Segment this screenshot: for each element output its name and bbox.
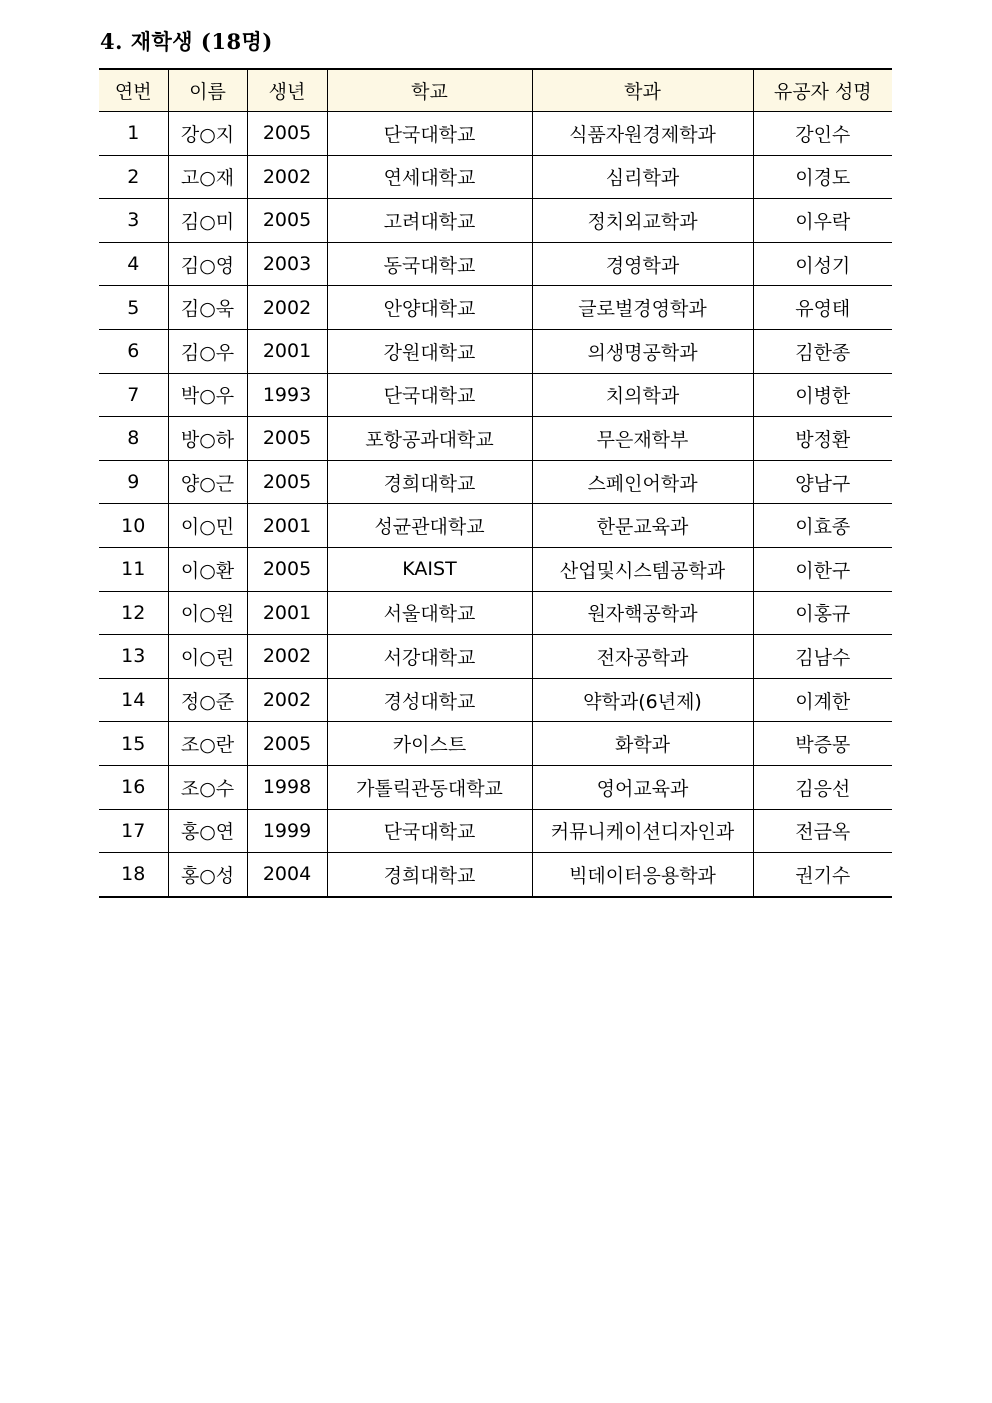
cell-name: 홍○성 bbox=[168, 853, 247, 897]
cell-birth-year: 2005 bbox=[247, 460, 327, 504]
cell-department: 심리학과 bbox=[532, 155, 753, 199]
cell-merit-person: 강인수 bbox=[753, 112, 892, 156]
cell-birth-year: 2004 bbox=[247, 853, 327, 897]
cell-school: 단국대학교 bbox=[327, 373, 532, 417]
cell-school: 고려대학교 bbox=[327, 199, 532, 243]
table-row bbox=[99, 199, 892, 243]
cell-birth-year: 2005 bbox=[247, 722, 327, 766]
cell-department: 원자핵공학과 bbox=[532, 591, 753, 635]
cell-name: 정○준 bbox=[168, 678, 247, 722]
cell-name: 조○수 bbox=[168, 765, 247, 809]
cell-department: 스페인어학과 bbox=[532, 460, 753, 504]
cell-school: 경희대학교 bbox=[327, 460, 532, 504]
cell-no: 6 bbox=[99, 329, 168, 373]
table-row bbox=[99, 635, 892, 679]
cell-no: 10 bbox=[99, 504, 168, 548]
cell-no: 5 bbox=[99, 286, 168, 330]
cell-no: 9 bbox=[99, 460, 168, 504]
cell-school: 연세대학교 bbox=[327, 155, 532, 199]
table-body bbox=[99, 112, 892, 897]
cell-name: 이○린 bbox=[168, 635, 247, 679]
cell-no: 4 bbox=[99, 242, 168, 286]
cell-department: 화학과 bbox=[532, 722, 753, 766]
cell-name: 양○근 bbox=[168, 460, 247, 504]
table-row bbox=[99, 504, 892, 548]
cell-name: 김○영 bbox=[168, 242, 247, 286]
table-row bbox=[99, 809, 892, 853]
cell-no: 12 bbox=[99, 591, 168, 635]
cell-school: 경희대학교 bbox=[327, 853, 532, 897]
section-title: 4. 재학생 (18명) bbox=[100, 29, 273, 54]
header-department: 학과 bbox=[532, 69, 753, 112]
cell-department: 영어교육과 bbox=[532, 765, 753, 809]
cell-birth-year: 2005 bbox=[247, 112, 327, 156]
cell-no: 2 bbox=[99, 155, 168, 199]
cell-school: 안양대학교 bbox=[327, 286, 532, 330]
cell-birth-year: 2002 bbox=[247, 635, 327, 679]
cell-birth-year: 2005 bbox=[247, 547, 327, 591]
table-row bbox=[99, 547, 892, 591]
cell-school: 경성대학교 bbox=[327, 678, 532, 722]
cell-name: 조○란 bbox=[168, 722, 247, 766]
cell-school: 단국대학교 bbox=[327, 112, 532, 156]
cell-name: 박○우 bbox=[168, 373, 247, 417]
cell-birth-year: 2005 bbox=[247, 199, 327, 243]
cell-school: 포항공과대학교 bbox=[327, 417, 532, 461]
cell-name: 이○환 bbox=[168, 547, 247, 591]
cell-department: 의생명공학과 bbox=[532, 329, 753, 373]
cell-department: 무은재학부 bbox=[532, 417, 753, 461]
cell-merit-person: 이계한 bbox=[753, 678, 892, 722]
cell-merit-person: 김남수 bbox=[753, 635, 892, 679]
cell-name: 김○미 bbox=[168, 199, 247, 243]
cell-school: 성균관대학교 bbox=[327, 504, 532, 548]
cell-birth-year: 2001 bbox=[247, 591, 327, 635]
cell-no: 7 bbox=[99, 373, 168, 417]
cell-department: 빅데이터응용학과 bbox=[532, 853, 753, 897]
cell-school: 카이스트 bbox=[327, 722, 532, 766]
cell-school: 서강대학교 bbox=[327, 635, 532, 679]
table-row bbox=[99, 286, 892, 330]
cell-school: 강원대학교 bbox=[327, 329, 532, 373]
cell-department: 한문교육과 bbox=[532, 504, 753, 548]
cell-birth-year: 2002 bbox=[247, 155, 327, 199]
cell-merit-person: 이성기 bbox=[753, 242, 892, 286]
header-name: 이름 bbox=[168, 69, 247, 112]
cell-department: 경영학과 bbox=[532, 242, 753, 286]
cell-merit-person: 양남구 bbox=[753, 460, 892, 504]
header-no: 연번 bbox=[99, 69, 168, 112]
cell-birth-year: 2002 bbox=[247, 678, 327, 722]
cell-no: 3 bbox=[99, 199, 168, 243]
cell-no: 8 bbox=[99, 417, 168, 461]
cell-merit-person: 박증몽 bbox=[753, 722, 892, 766]
cell-merit-person: 이병한 bbox=[753, 373, 892, 417]
cell-merit-person: 김한종 bbox=[753, 329, 892, 373]
table-row bbox=[99, 722, 892, 766]
cell-no: 13 bbox=[99, 635, 168, 679]
table-row bbox=[99, 678, 892, 722]
cell-merit-person: 전금옥 bbox=[753, 809, 892, 853]
cell-birth-year: 2003 bbox=[247, 242, 327, 286]
cell-merit-person: 이홍규 bbox=[753, 591, 892, 635]
table-header-row bbox=[99, 69, 892, 112]
cell-department: 식품자원경제학과 bbox=[532, 112, 753, 156]
cell-birth-year: 1999 bbox=[247, 809, 327, 853]
cell-no: 17 bbox=[99, 809, 168, 853]
cell-name: 이○민 bbox=[168, 504, 247, 548]
cell-school: 가톨릭관동대학교 bbox=[327, 765, 532, 809]
cell-name: 김○우 bbox=[168, 329, 247, 373]
table-row bbox=[99, 155, 892, 199]
cell-merit-person: 이우락 bbox=[753, 199, 892, 243]
student-roster-table bbox=[99, 68, 892, 898]
cell-merit-person: 이효종 bbox=[753, 504, 892, 548]
table-row bbox=[99, 329, 892, 373]
header-birth-year: 생년 bbox=[247, 69, 327, 112]
table-row bbox=[99, 417, 892, 461]
cell-no: 18 bbox=[99, 853, 168, 897]
table-row bbox=[99, 853, 892, 897]
cell-merit-person: 유영태 bbox=[753, 286, 892, 330]
cell-department: 약학과(6년제) bbox=[532, 678, 753, 722]
header-school: 학교 bbox=[327, 69, 532, 112]
cell-department: 치의학과 bbox=[532, 373, 753, 417]
header-merit-person: 유공자 성명 bbox=[753, 69, 892, 112]
cell-merit-person: 이한구 bbox=[753, 547, 892, 591]
table-row bbox=[99, 242, 892, 286]
cell-department: 정치외교학과 bbox=[532, 199, 753, 243]
cell-name: 김○욱 bbox=[168, 286, 247, 330]
cell-birth-year: 2002 bbox=[247, 286, 327, 330]
cell-name: 강○지 bbox=[168, 112, 247, 156]
cell-department: 전자공학과 bbox=[532, 635, 753, 679]
cell-birth-year: 1998 bbox=[247, 765, 327, 809]
cell-no: 16 bbox=[99, 765, 168, 809]
cell-merit-person: 권기수 bbox=[753, 853, 892, 897]
cell-birth-year: 1993 bbox=[247, 373, 327, 417]
cell-school: 서울대학교 bbox=[327, 591, 532, 635]
cell-birth-year: 2001 bbox=[247, 329, 327, 373]
cell-no: 11 bbox=[99, 547, 168, 591]
cell-school: 동국대학교 bbox=[327, 242, 532, 286]
cell-name: 방○하 bbox=[168, 417, 247, 461]
cell-department: 산업및시스템공학과 bbox=[532, 547, 753, 591]
table-row bbox=[99, 460, 892, 504]
table-row bbox=[99, 112, 892, 156]
cell-department: 커뮤니케이션디자인과 bbox=[532, 809, 753, 853]
cell-birth-year: 2005 bbox=[247, 417, 327, 461]
cell-name: 이○원 bbox=[168, 591, 247, 635]
cell-no: 1 bbox=[99, 112, 168, 156]
cell-no: 15 bbox=[99, 722, 168, 766]
cell-merit-person: 이경도 bbox=[753, 155, 892, 199]
cell-merit-person: 방정환 bbox=[753, 417, 892, 461]
cell-birth-year: 2001 bbox=[247, 504, 327, 548]
cell-department: 글로벌경영학과 bbox=[532, 286, 753, 330]
cell-school: KAIST bbox=[327, 547, 532, 591]
cell-name: 홍○연 bbox=[168, 809, 247, 853]
table-row bbox=[99, 765, 892, 809]
cell-name: 고○재 bbox=[168, 155, 247, 199]
table-row bbox=[99, 373, 892, 417]
cell-merit-person: 김응선 bbox=[753, 765, 892, 809]
table-row bbox=[99, 591, 892, 635]
cell-no: 14 bbox=[99, 678, 168, 722]
cell-school: 단국대학교 bbox=[327, 809, 532, 853]
